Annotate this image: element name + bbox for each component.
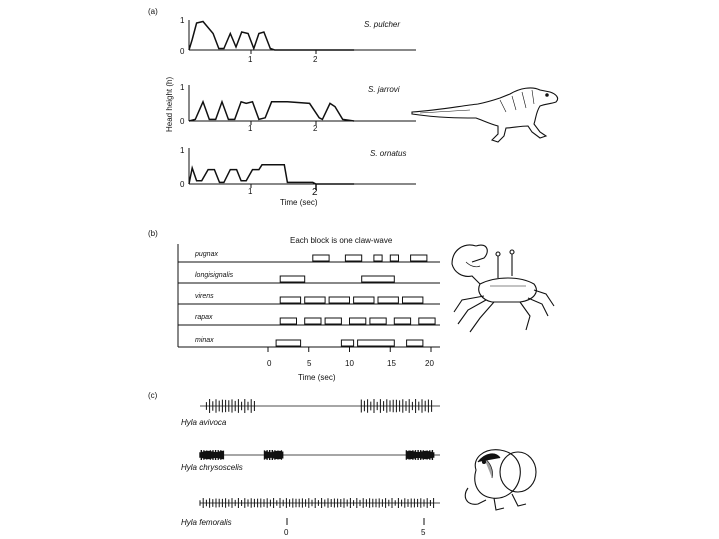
species-label: virens — [195, 293, 214, 300]
species-label: S. ornatus — [370, 149, 407, 158]
panel-c-label: (c) — [148, 391, 158, 400]
species-label: S. jarrovi — [368, 85, 400, 94]
claw-wave-block — [394, 318, 410, 324]
claw-wave-block — [345, 255, 361, 261]
claw-wave-block — [305, 318, 321, 324]
panel-b-xlabel: Time (sec) — [298, 373, 336, 382]
call-burst — [200, 450, 223, 460]
claw-wave-block — [313, 255, 329, 261]
subplot-ornatus — [180, 146, 416, 198]
x-tick-label: 2 — [312, 187, 318, 198]
lizard-illustration — [412, 88, 558, 142]
x-tick-label: 10 — [345, 359, 354, 368]
panel-b — [148, 229, 554, 382]
claw-wave-block — [276, 340, 301, 346]
claw-wave-block — [325, 318, 341, 324]
claw-wave-block — [370, 318, 386, 324]
x-tick-label: 2 — [313, 55, 318, 64]
claw-wave-block — [358, 340, 395, 346]
x-tick-label: 5 — [307, 359, 312, 368]
claw-wave-block — [329, 297, 349, 303]
claw-wave-block — [411, 255, 427, 261]
y-tick-label: 1 — [180, 146, 185, 155]
claw-wave-block — [280, 276, 305, 282]
x-tick-label: 0 — [284, 528, 289, 537]
x-tick-label: 0 — [267, 359, 272, 368]
panel-a-label: (a) — [148, 7, 158, 16]
head-bob-trace — [189, 165, 354, 184]
panel-b-x-ticks — [268, 347, 431, 352]
panel-a-xlabel: Time (sec) — [280, 198, 318, 207]
claw-wave-annotation: Each block is one claw-wave — [290, 236, 393, 245]
claw-wave-block — [280, 297, 300, 303]
call-burst — [406, 450, 433, 460]
frog-illustration — [465, 450, 536, 510]
claw-wave-block — [390, 255, 398, 261]
y-tick-label: 1 — [180, 83, 185, 92]
subplot-pulcher — [180, 16, 416, 64]
species-label: Hyla femoralis — [181, 518, 232, 527]
species-label: S. pulcher — [364, 20, 401, 29]
claw-wave-block — [280, 318, 296, 324]
claw-wave-block — [341, 340, 353, 346]
claw-wave-block — [350, 318, 366, 324]
x-tick-label: 15 — [387, 359, 396, 368]
species-label: Hyla chrysoscelis — [181, 463, 243, 472]
species-label: pugnax — [195, 251, 218, 258]
x-tick-label: 1 — [248, 55, 253, 64]
call-burst — [265, 450, 283, 460]
claw-wave-block — [378, 297, 398, 303]
y-tick-label: 0 — [180, 47, 185, 56]
x-tick-label: 1 — [248, 187, 253, 196]
claw-wave-block — [403, 297, 423, 303]
panel-c — [148, 391, 536, 537]
x-tick-label: 20 — [425, 359, 434, 368]
crab-illustration — [452, 245, 554, 332]
x-tick-label: 1 — [248, 124, 253, 133]
y-tick-label: 1 — [180, 16, 185, 25]
claw-wave-block — [362, 276, 395, 282]
species-label: rapax — [195, 314, 213, 321]
claw-wave-block — [305, 297, 325, 303]
panel-a — [148, 7, 558, 207]
head-bob-trace — [189, 102, 354, 121]
x-tick-label: 5 — [421, 528, 426, 537]
y-tick-label: 0 — [180, 117, 185, 126]
species-label: Hyla avivoca — [181, 418, 227, 427]
species-label: longisignalis — [195, 272, 234, 279]
species-label: minax — [195, 337, 214, 344]
claw-wave-block — [354, 297, 374, 303]
claw-wave-block — [419, 318, 435, 324]
y-tick-label: 0 — [180, 180, 185, 189]
claw-wave-block — [407, 340, 423, 346]
claw-wave-block — [374, 255, 382, 261]
head-bob-trace — [189, 22, 354, 51]
wave-rows — [178, 255, 440, 347]
panel-b-label: (b) — [148, 229, 158, 238]
frog-call-traces — [200, 399, 440, 508]
panel-a-ylabel: Head height (h) — [165, 76, 174, 132]
subplot-jarrovi — [180, 83, 416, 133]
x-tick-label: 2 — [313, 124, 318, 133]
